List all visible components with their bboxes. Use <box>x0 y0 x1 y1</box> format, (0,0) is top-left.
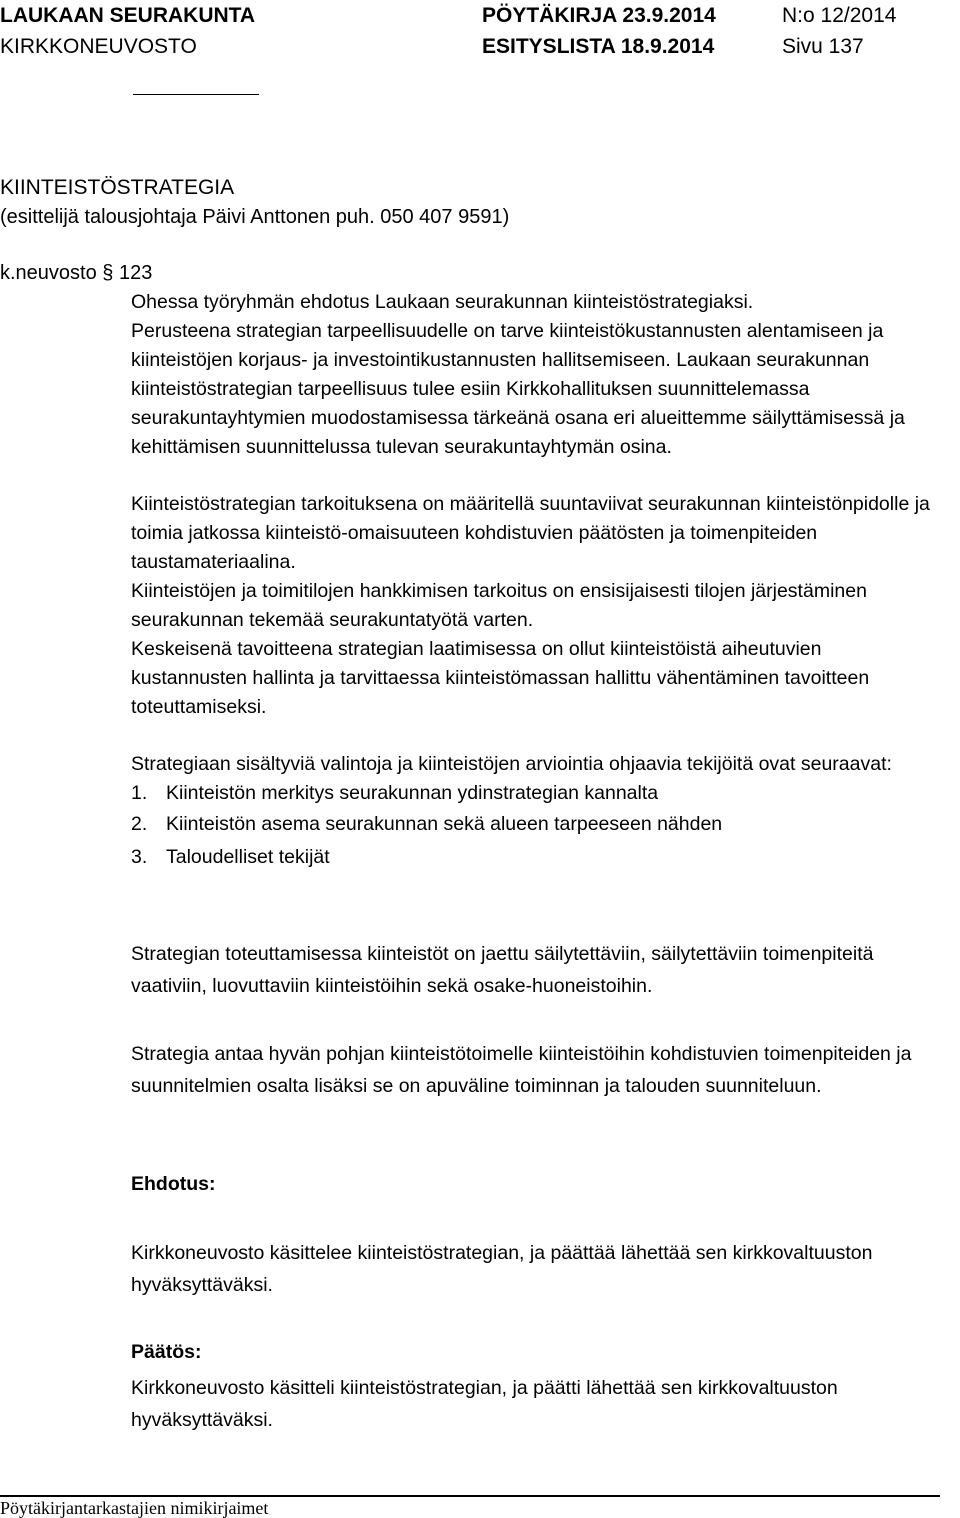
basis-section <box>131 1038 931 1102</box>
proposal-heading: Ehdotus: <box>131 1173 216 1195</box>
footer-rule <box>0 1495 940 1497</box>
list-item <box>131 779 931 808</box>
list-text: Taloudelliset tekijät <box>166 846 330 868</box>
decision-heading: Päätös: <box>131 1341 202 1363</box>
body-name: KIRKKONEUVOSTO <box>0 35 197 58</box>
paragraph-factors-intro: Strategiaan sisältyviä valintoja ja kiinteistöjen arviointia ohjaavia tekijöitä ovat seuraavat: <box>131 753 892 775</box>
list-item <box>131 843 931 872</box>
presenter-line: (esittelijä talousjohtaja Päivi Anttonen puh. 050 407 9591) <box>0 206 510 228</box>
proposal-text: Kirkkoneuvosto käsittelee kiinteistöstrategian, ja päättää lähettää sen kirkkovaltuuston hyväksyttäväksi. <box>131 1242 873 1296</box>
header-rule <box>133 94 259 95</box>
paragraph-acquisition: Kiinteistöjen ja toimitilojen hankkimisen tarkoitus on ensisijaisesti tilojen järjestäminen seurakunnan tekemää seurakuntatyötä varten. <box>131 580 867 631</box>
purpose-section <box>131 490 931 722</box>
paragraph-intro: Ohessa työryhmän ehdotus Laukaan seurakunnan kiinteistöstrategiaksi. <box>131 291 754 313</box>
paragraph-purpose: Kiinteistöstrategian tarkoituksena on määritellä suuntaviivat seurakunnan kiinteistönpidolle ja toimia jatkossa kiinteistö-omaisuuteen kohdistuvien päätösten ja toimenpiteiden taustamateriaalina. <box>131 493 930 573</box>
paragraph-goal: Keskeisenä tavoitteena strategian laatimisessa on ollut kiinteistöistä aiheutuvien kustannusten hallinta ja tarvittaessa kiinteistömassan hallittu vähentäminen tavoitteen toteuttamiseksi. <box>131 638 870 718</box>
list-number: 3. <box>131 846 148 868</box>
list-number: 1. <box>131 782 148 804</box>
doc-number: N:o 12/2014 <box>782 4 897 27</box>
list-item <box>131 810 931 839</box>
footer-initials-label: Pöytäkirjantarkastajien nimikirjaimet <box>0 1498 269 1518</box>
org-name: LAUKAAN SEURAKUNTA <box>0 4 256 27</box>
factors-section <box>131 750 931 872</box>
implementation-section <box>131 938 931 1002</box>
list-text: Kiinteistön asema seurakunnan sekä alueen tarpeeseen nähden <box>166 813 723 835</box>
intro-section <box>131 288 931 462</box>
doc-type: PÖYTÄKIRJA 23.9.2014 <box>482 4 716 27</box>
item-reference: k.neuvosto § 123 <box>0 262 153 284</box>
agenda-date: ESITYSLISTA 18.9.2014 <box>482 35 715 58</box>
list-text: Kiinteistön merkitys seurakunnan ydinstrategian kannalta <box>166 782 659 804</box>
decision-text: Kirkkoneuvosto käsitteli kiinteistöstrategian, ja päätti lähettää sen kirkkovaltuuston hyväksyttäväksi. <box>131 1377 838 1431</box>
page-number: Sivu 137 <box>782 35 864 58</box>
paragraph-rationale: Perusteena strategian tarpeellisuudelle on tarve kiinteistökustannusten alentamiseen ja kiinteistöjen korjaus- ja investointikustannusten hallitsemiseen. Laukaan seurakunnan kiinteistöstrategian tarpeellisuus tulee esiin Kirkkohallituksen suunnittelemassa seurakuntayhtymien muodostamisessa tärkeänä osana eri alueittemme säilyttämisessä ja kehittämisen suunnittelussa tulevan seurakuntayhtymän osina. <box>131 320 905 458</box>
list-number: 2. <box>131 813 148 835</box>
paragraph-basis: Strategia antaa hyvän pohjan kiinteistötoimelle kiinteistöihin kohdistuvien toimenpiteiden ja suunnitelmien osalta lisäksi se on apuväline toiminnan ja talouden suunniteluun. <box>131 1043 912 1097</box>
paragraph-implementation: Strategian toteuttamisessa kiinteistöt on jaettu säilytettäviin, säilytettäviin toimenpiteitä vaativiin, luovuttaviin kiinteistöihin sekä osake-huoneistoihin. <box>131 943 874 997</box>
section-title: KIINTEISTÖSTRATEGIA <box>0 176 235 199</box>
